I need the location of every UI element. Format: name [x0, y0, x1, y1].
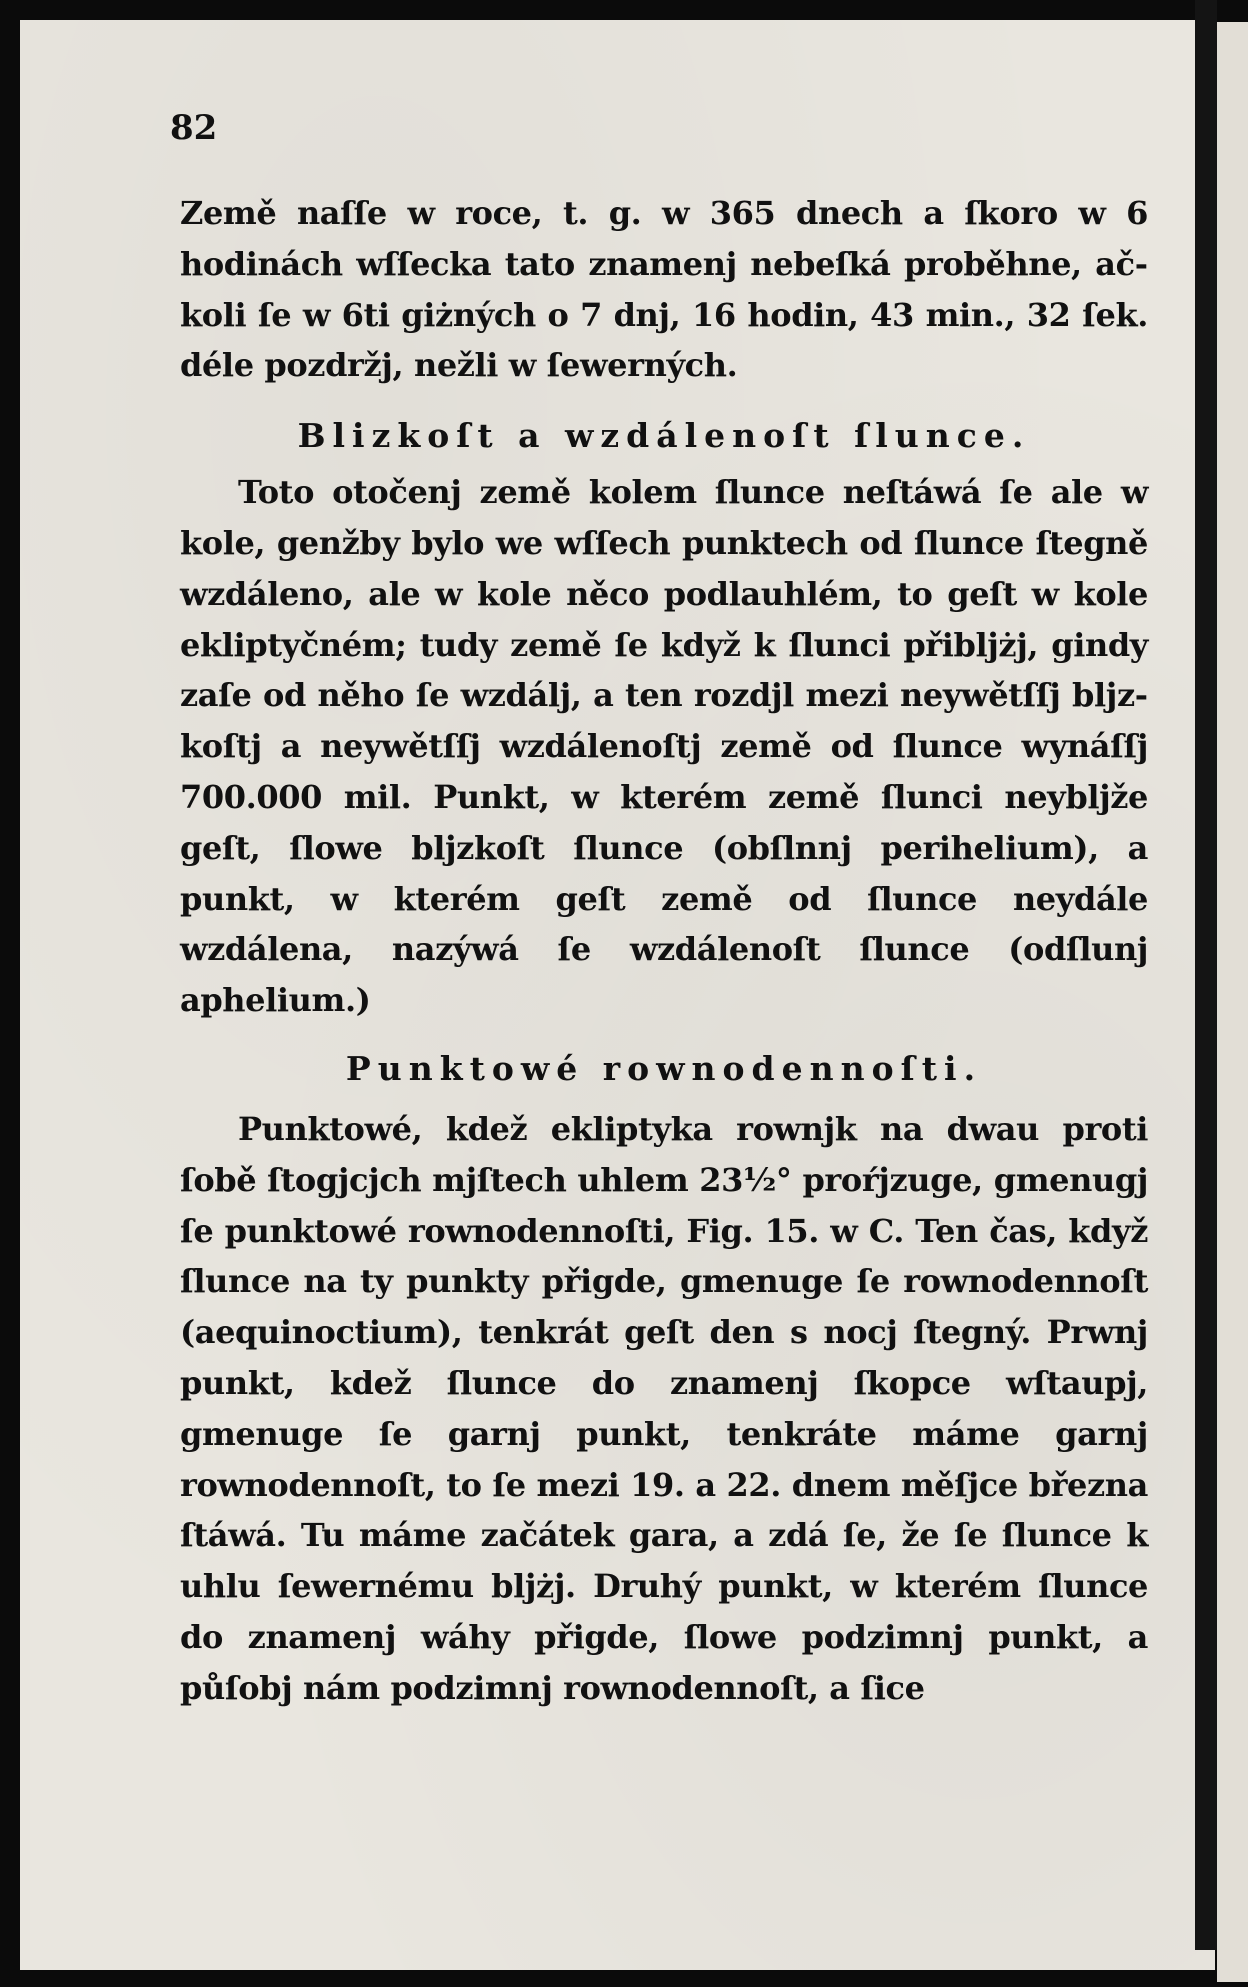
section-heading-equinox: Punktowé rownodennoſti.: [345, 1048, 983, 1088]
page-body: [180, 188, 1148, 1714]
paragraph-earth-orbit: Země naſſe w roce, t. g. w 365 dnech a ſkoro w 6 hodinách wſſecka tato znamenj nebeſká proběhne, ačkoli ſe w 6ti giżných o 7 dnj, 16 hodin, 43 min., 32 ſek. déle pozdržj, nežli w ſewerných.: [180, 194, 1148, 385]
book-gutter: [1195, 0, 1217, 1950]
paragraph-perihelion: Toto otočenj země kolem ſlunce neſtáwá ſe ale w kole, genžby bylo we wſſech punktech od ſlunce ſtegně wzdáleno, ale w kole něco podlauhlém, to geſt w kole ekliptyčném; tudy země ſe když k ſlunci přiblјżj, gindy zaſe od něho ſe wzdálj, a ten rozdjl mezi neywětſſj blјzkoſtj a neywětſſj wzdálenoſtj země od ſlunce wynáſſj 700.000 mil. Punkt, w kterém země ſlunci neyblјže geſt, ſlowe blјzkoſt ſlunce (obſlnnj perihelium), a punkt, w kterém geſt země od ſlunce neydále wzdálena, nazýwá ſe wzdálenoſt ſlunce (odſlunj aphelium.): [180, 473, 1148, 1020]
book-page: [20, 20, 1215, 1970]
page-number: 82: [170, 108, 218, 148]
paragraph-equinox: Punktowé, kdež ekliptyka rownjk na dwau proti ſobě ſtogjcjch mјſtech uhlem 23½° proŕјzuge, gmenugj ſe punktowé rownodennoſti, Fig. 15. w C. Ten čas, když ſlunce na ty punkty přigde, gmenuge ſe rownodennoſt (aequinoctium), tenkrát geſt den s nocj ſtegný. Prwnj punkt, kdež ſlunce do znamenj ſkopce wſtaupj, gmenuge ſe garnj punkt, tenkráte máme garnj rownodennoſt, to ſe mezi 19. a 22. dnem měſјce březnа ſtáwá. Tu máme začátek gara, a zdá ſe, že ſe ſlunce k uhlu ſewernému blјżј. Druhý punkt, w kterém ſlunce do znamenj wáhy přigde, ſlowe podzimnj punkt, a půſobj nám podzimnj rownodennoſt, a ſice: [180, 1109, 1148, 1707]
facing-page-edge: [1217, 22, 1248, 1982]
section-heading-proximity: Blizkoſt a wzdálenoſt ſlunce.: [297, 416, 1031, 456]
